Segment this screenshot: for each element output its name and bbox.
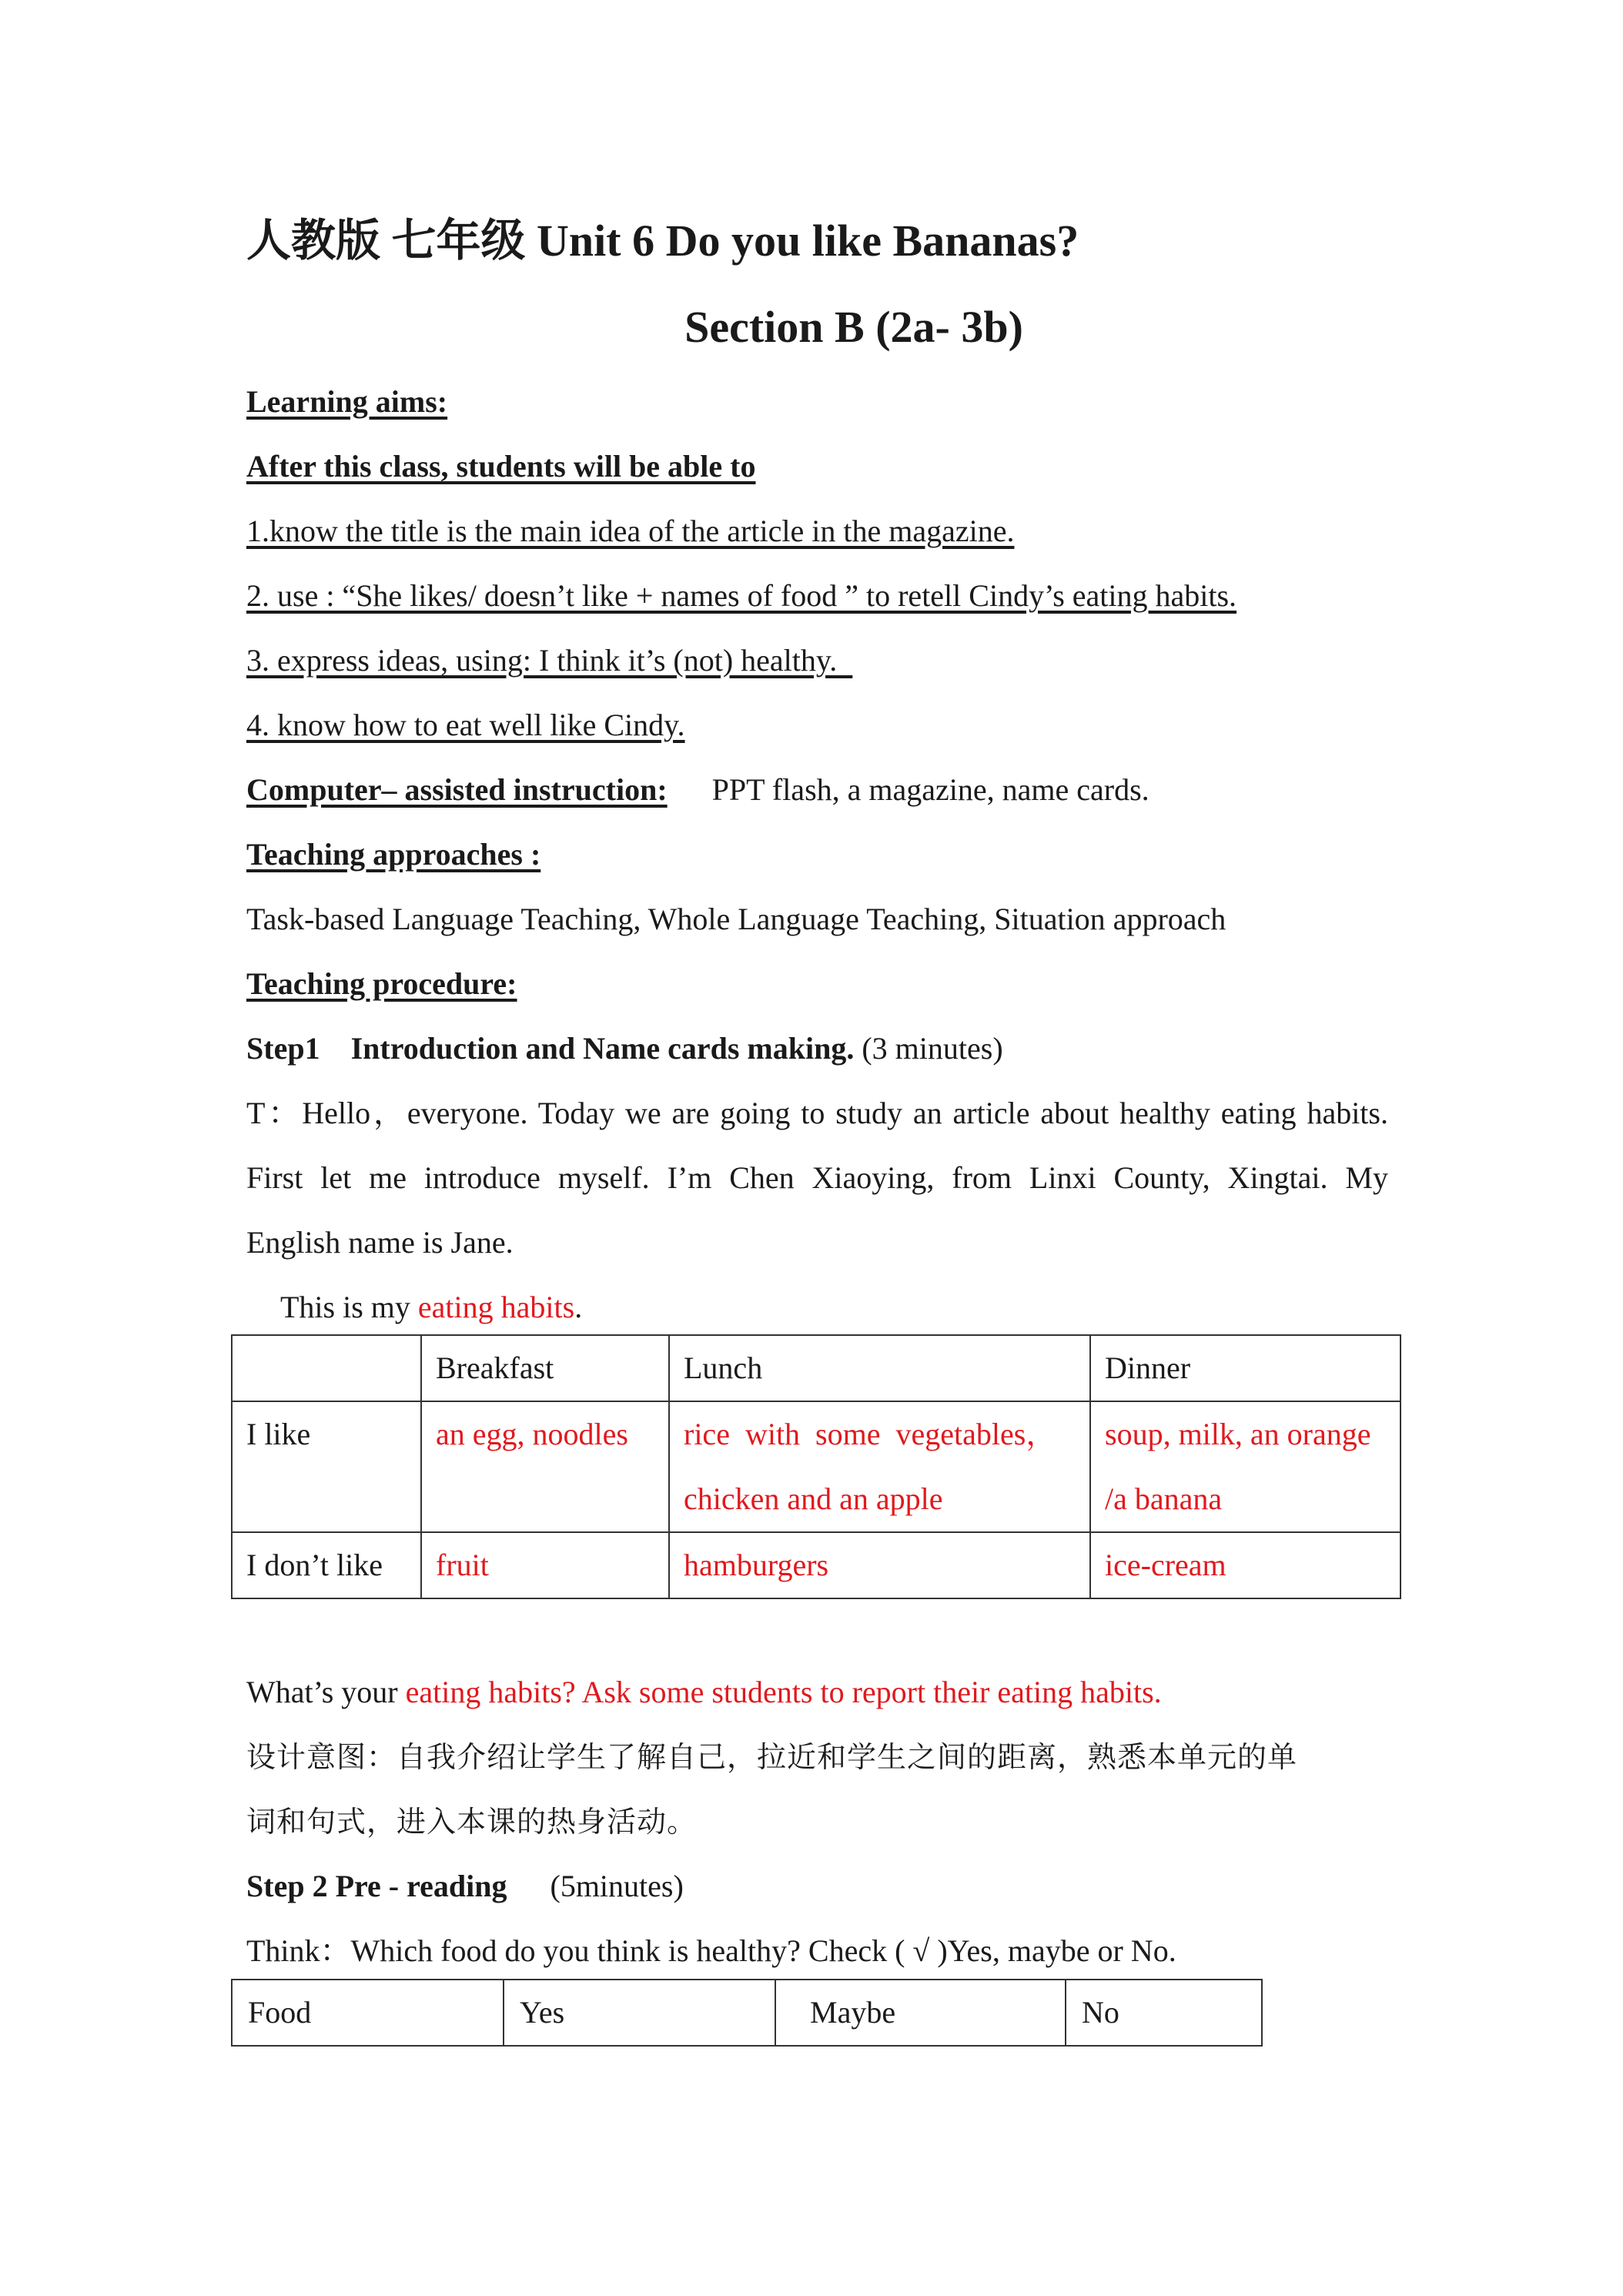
question-highlight: eating habits? Ask some students to report their eating habits. <box>405 1675 1162 1709</box>
aim-item: 2. use : “She likes/ doesn’t like + names of food ” to retell Cindy’s eating habits. <box>246 578 1237 613</box>
approaches-value: Task-based Language Teaching, Whole Language Teaching, Situation approach <box>246 902 1226 936</box>
step2-line <box>246 1868 684 1905</box>
table-header-cell: Dinner <box>1090 1335 1400 1401</box>
table-header-row <box>232 1980 1262 2046</box>
table-header-cell: Maybe <box>775 1980 1066 2046</box>
step1-label: Step1 Introduction and Name cards making. <box>246 1031 855 1066</box>
aims-intro: After this class, students will be able to <box>246 449 756 484</box>
step1-time: (3 minutes) <box>862 1031 1003 1066</box>
table-header-cell <box>232 1335 421 1401</box>
cai-line <box>246 771 1149 808</box>
cell-line: rice with some vegetables， <box>684 1417 1057 1451</box>
think-prompt: Think：Which food do you think is healthy? Check ( √ )Yes, maybe or No. <box>246 1933 1176 1968</box>
table-row <box>232 1532 1400 1598</box>
step2-label: Step 2 Pre - reading <box>246 1869 507 1903</box>
table-cell: an egg, noodles <box>421 1401 669 1532</box>
table-header-row <box>232 1335 1400 1401</box>
question-line <box>246 1674 1162 1711</box>
design-intent-line: 词和句式，进入本课的热身活动。 <box>246 1805 698 1839</box>
table-header-cell: Breakfast <box>421 1335 669 1401</box>
row-label: I don’t like <box>232 1532 421 1598</box>
table-header-cell: Lunch <box>669 1335 1090 1401</box>
approaches-heading: Teaching approaches : <box>246 837 541 872</box>
cell-line: soup, milk, an orange <box>1105 1417 1371 1451</box>
table-cell <box>669 1401 1090 1532</box>
document-title: 人教版 七年级 Unit 6 Do you like Bananas? <box>246 216 1079 266</box>
step1-paragraph-line: English name is Jane. <box>246 1225 514 1260</box>
cell-line: chicken and an apple <box>684 1481 943 1516</box>
table-cell: fruit <box>421 1532 669 1598</box>
aim-item: 4. know how to eat well like Cindy. <box>246 708 685 742</box>
table-cell <box>1090 1401 1400 1532</box>
row-label: I like <box>232 1401 421 1532</box>
question-text: What’s your <box>246 1675 406 1709</box>
cai-label: Computer– assisted instruction: <box>246 772 668 807</box>
table-header-cell: No <box>1066 1980 1262 2046</box>
cell-line: /a banana <box>1105 1481 1223 1516</box>
step2-time: (5minutes) <box>550 1869 684 1903</box>
food-check-table <box>231 1979 1263 2047</box>
step1-paragraph-line: First let me introduce myself. I’m Chen Xiaoying, from Linxi County, Xingtai. My <box>246 1160 1388 1195</box>
step1-paragraph-line: T：Hello，everyone. Today we are going to study an article about healthy eating habits. <box>246 1096 1388 1130</box>
table-header-cell: Yes <box>504 1980 775 2046</box>
eating-habits-table <box>231 1334 1401 1599</box>
table-row <box>232 1401 1400 1532</box>
procedure-heading: Teaching procedure: <box>246 966 517 1001</box>
habits-intro-end: . <box>574 1290 583 1324</box>
step1-line <box>246 1030 1003 1067</box>
aim-item: 3. express ideas, using: I think it’s (not) healthy. <box>246 643 853 678</box>
table-cell: hamburgers <box>669 1532 1090 1598</box>
habits-intro <box>280 1289 582 1326</box>
table-cell: ice-cream <box>1090 1532 1400 1598</box>
aim-item: 1.know the title is the main idea of the article in the magazine. <box>246 514 1015 548</box>
habits-intro-highlight: eating habits <box>417 1290 575 1324</box>
cai-value: PPT flash, a magazine, name cards. <box>711 772 1149 807</box>
design-intent-line: 设计意图：自我介绍让学生了解自己，拉近和学生之间的距离，熟悉本单元的单 <box>246 1740 1298 1774</box>
document-subtitle: Section B (2a- 3b) <box>684 302 1023 352</box>
table-header-cell: Food <box>232 1980 504 2046</box>
habits-intro-text: This is my <box>280 1290 418 1324</box>
aims-heading: Learning aims: <box>246 384 448 419</box>
